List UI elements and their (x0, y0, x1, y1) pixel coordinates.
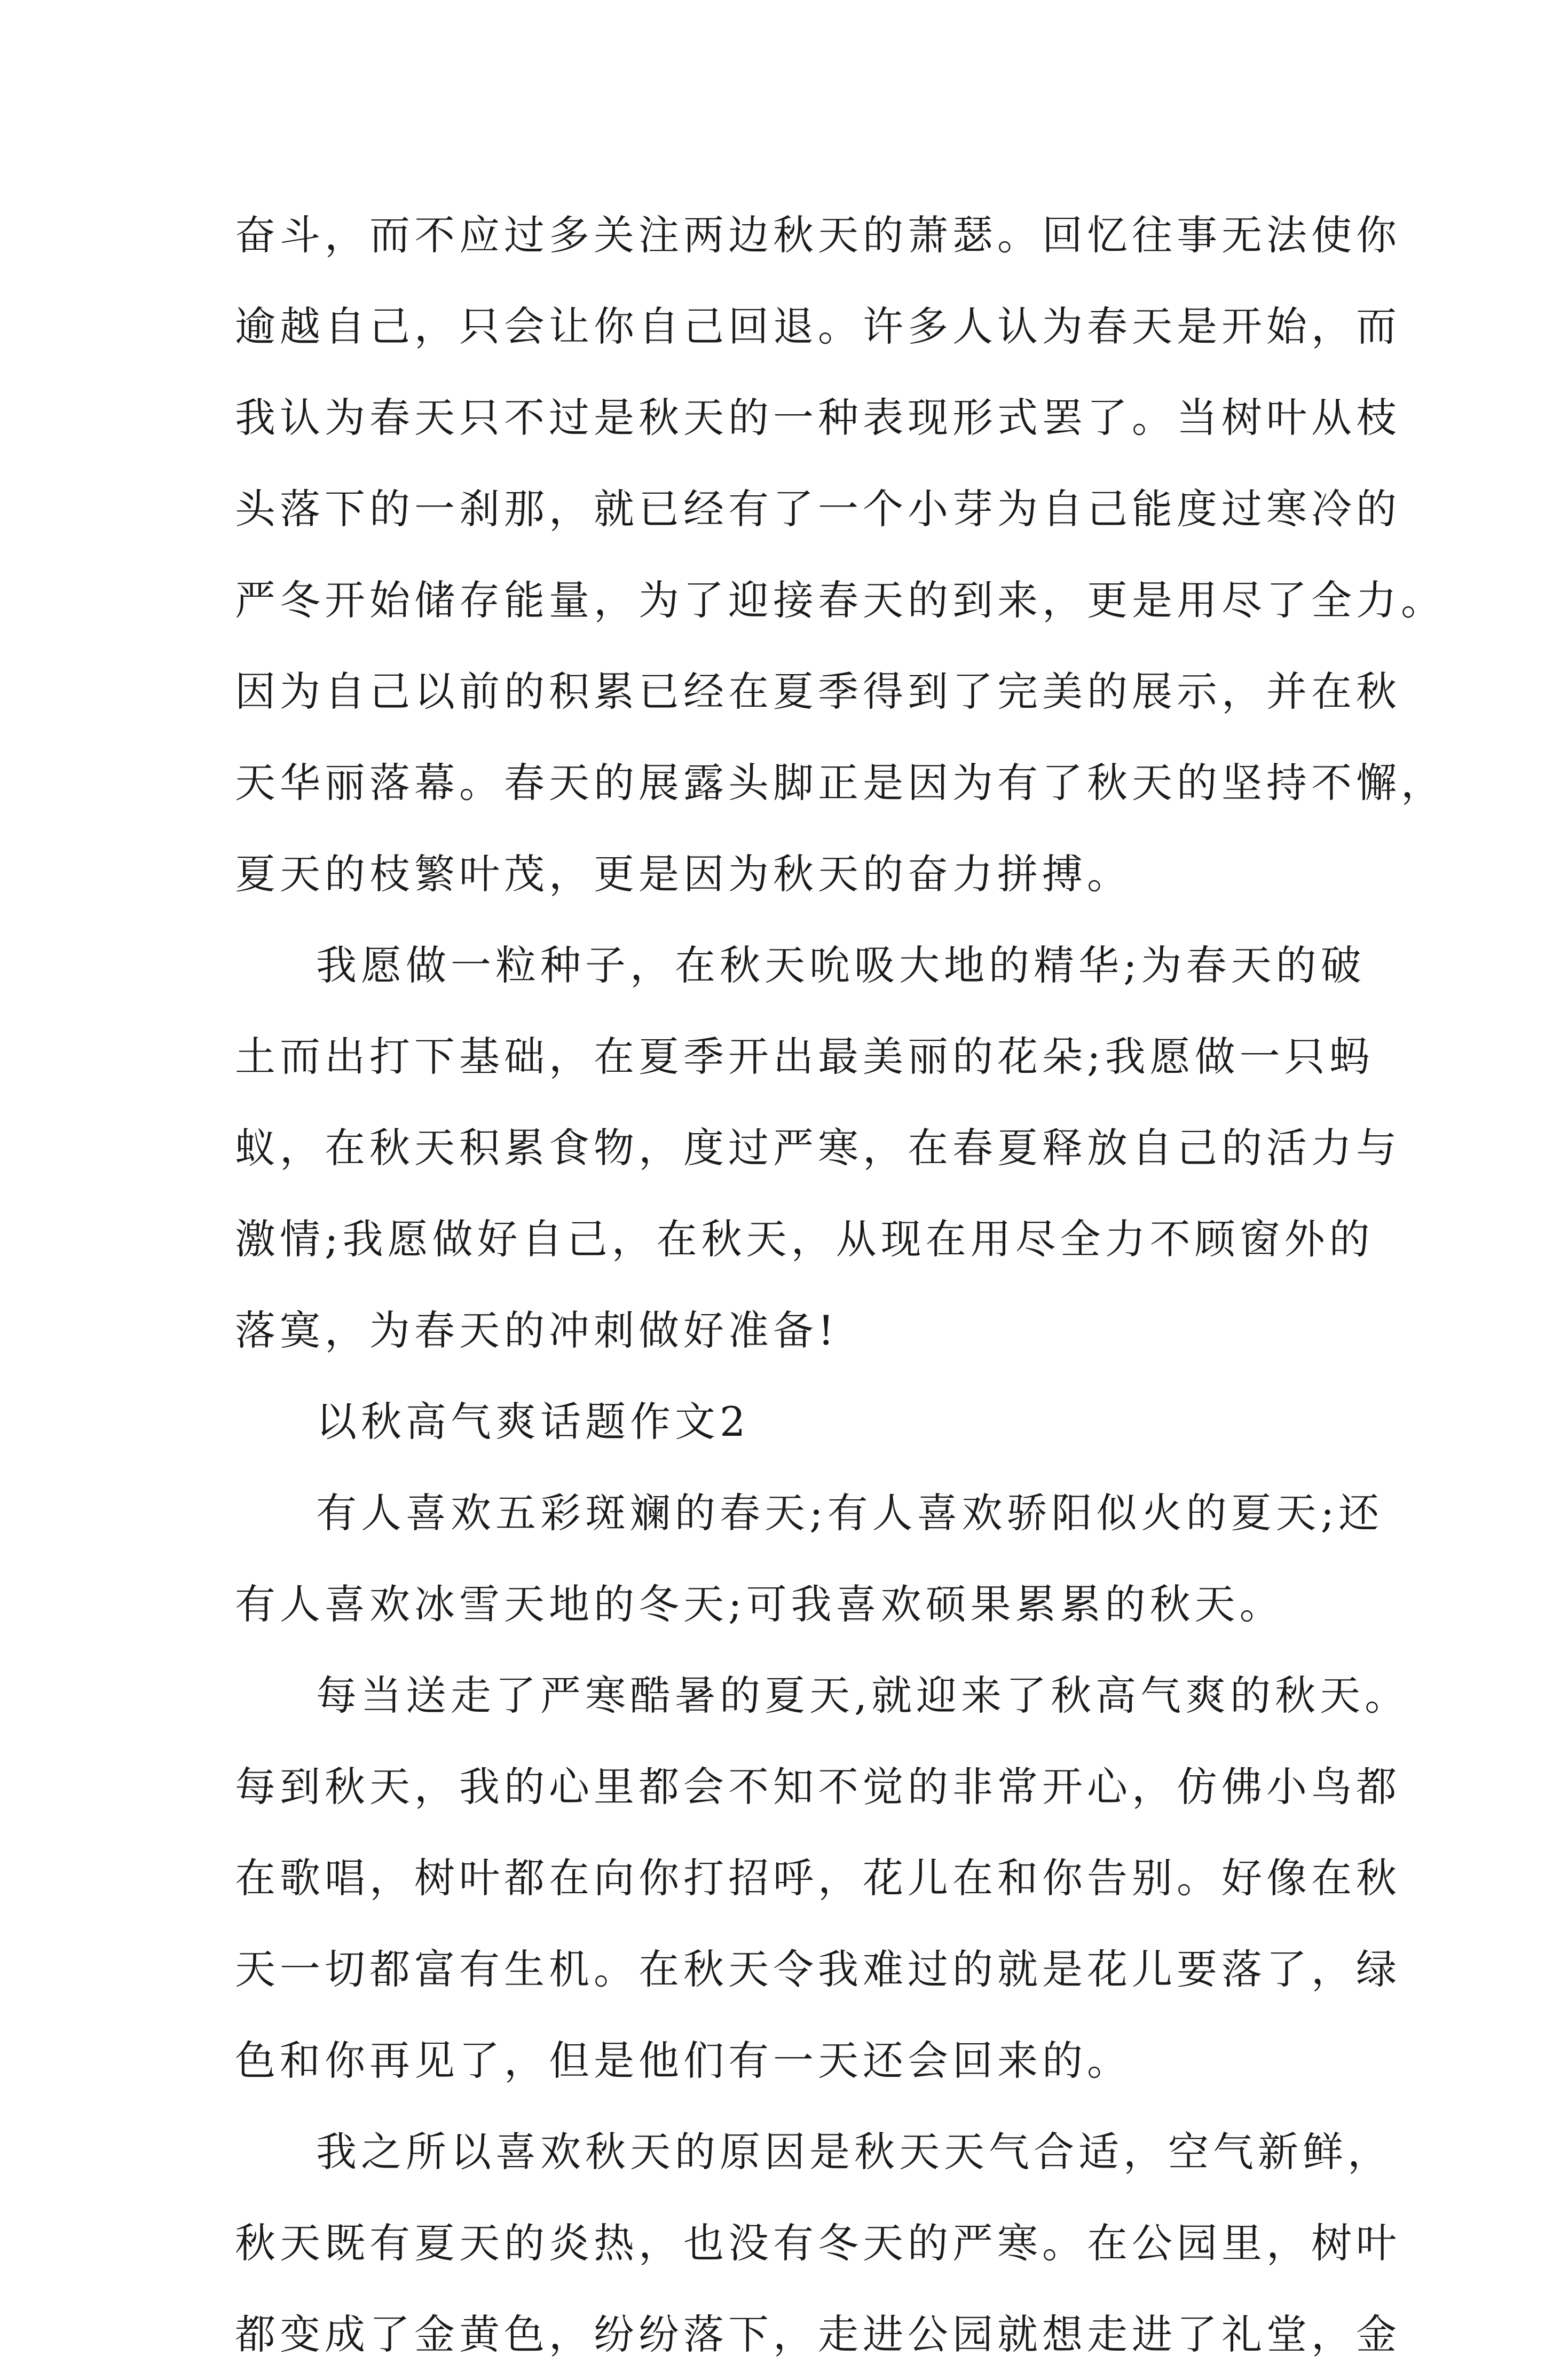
text-line: 色和你再见了，但是他们有一天还会回来的。 (235, 2037, 1132, 2084)
text-line: 奋斗，而不应过多关注两边秋天的萧瑟。回忆往事无法使你 (235, 211, 1401, 259)
text-line: 天华丽落幕。春天的展露头脚正是因为有了秋天的坚持不懈， (235, 759, 1446, 806)
text-line: 严冬开始储存能量，为了迎接春天的到来，更是用尽了全力。 (235, 576, 1446, 624)
paragraph (235, 1467, 1384, 1650)
text-line: 夏天的枝繁叶茂，更是因为秋天的奋力拼搏。 (235, 850, 1132, 898)
text-line: 我愿做一粒种子，在秋天吮吸大地的精华;为春天的破 (316, 942, 1366, 989)
text-line: 落寞，为春天的冲刺做好准备! (235, 1307, 839, 1354)
text-line: 土而出打下基础，在夏季开出最美丽的花朵;我愿做一只蚂 (235, 1033, 1374, 1080)
text-line: 在歌唱，树叶都在向你打招呼，花儿在和你告别。好像在秋 (235, 1854, 1401, 1902)
text-line: 有人喜欢冰雪天地的冬天;可我喜欢硕果累累的秋天。 (235, 1580, 1284, 1628)
text-line: 每当送走了严寒酷暑的夏天,就迎来了秋高气爽的秋天。 (316, 1672, 1410, 1719)
paragraph (235, 920, 1401, 1376)
text-line: 头落下的一刹那，就已经有了一个小芽为自己能度过寒冷的 (235, 485, 1401, 533)
text-line: 天一切都富有生机。在秋天令我难过的就是花儿要落了，绿 (235, 1946, 1401, 1993)
text-line: 激情;我愿做好自己，在秋天，从现在用尽全力不顾窗外的 (235, 1215, 1374, 1263)
paragraph (235, 1650, 1410, 2106)
text-line: 我之所以喜欢秋天的原因是秋天天气合适，空气新鲜， (316, 2128, 1392, 2176)
text-line: 都变成了金黄色，纷纷落下，走进公园就想走进了礼堂，金 (235, 2311, 1401, 2358)
heading-text: 以秋高气爽话题作文2 (316, 1398, 750, 1445)
text-line: 有人喜欢五彩斑斓的春天;有人喜欢骄阳似火的夏天;还 (316, 1489, 1384, 1537)
text-line: 因为自己以前的积累已经在夏季得到了完美的展示，并在秋 (235, 668, 1401, 715)
paragraph (235, 2106, 1401, 2380)
section-heading (235, 1376, 1313, 1467)
text-line: 我认为春天只不过是秋天的一种表现形式罢了。当树叶从枝 (235, 394, 1401, 441)
text-line: 秋天既有夏天的炎热，也没有冬天的严寒。在公园里，树叶 (235, 2219, 1401, 2267)
text-line: 每到秋天，我的心里都会不知不觉的非常开心，仿佛小鸟都 (235, 1763, 1401, 1810)
text-line: 逾越自己，只会让你自己回退。许多人认为春天是开始，而 (235, 303, 1401, 350)
text-line: 蚁，在秋天积累食物，度过严寒，在春夏释放自己的活力与 (235, 1124, 1401, 1172)
document-page (235, 189, 1446, 2380)
paragraph (235, 189, 1446, 920)
